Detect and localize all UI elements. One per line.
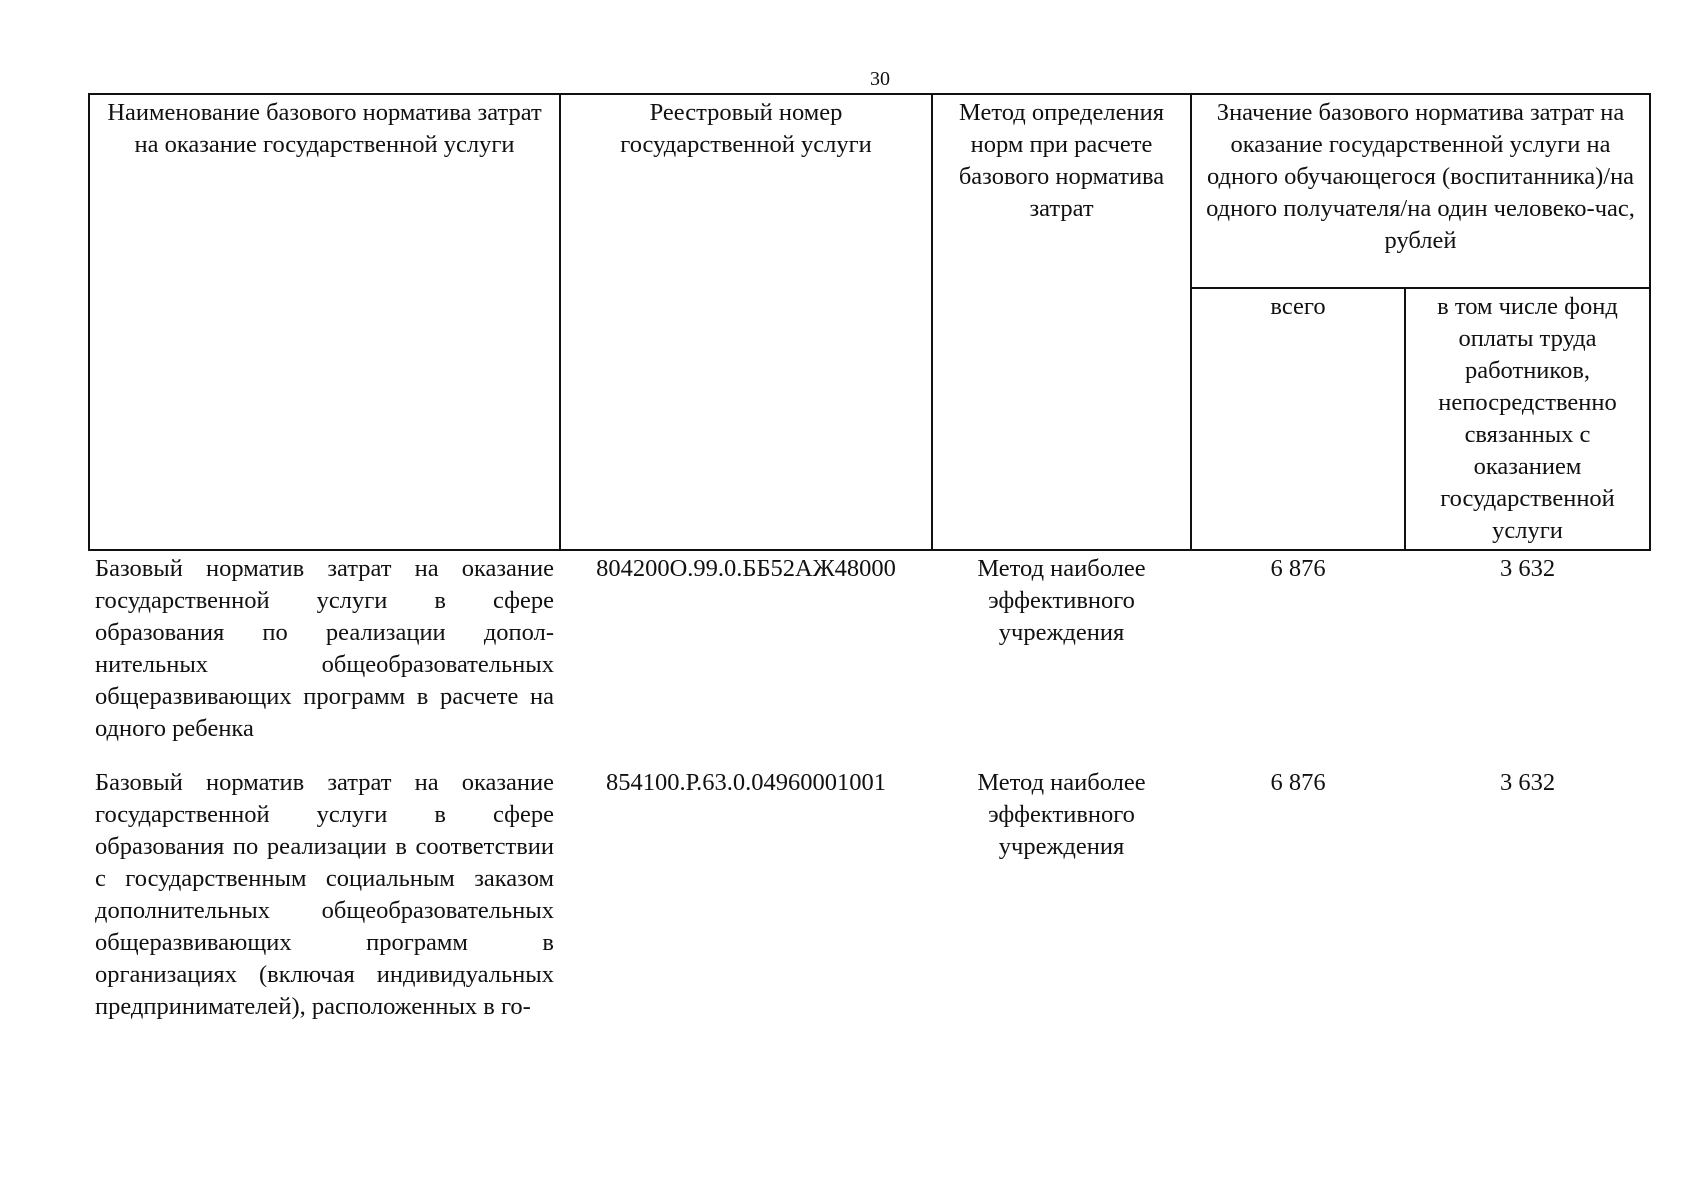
row-method-cell: Метод наиболее эффективного учреждения <box>977 769 1146 860</box>
header-wage-fund: в том числе фонд оплаты труда работников, непосредственно связанных с оказанием государственной услуги <box>1405 288 1650 550</box>
table-row <box>89 550 1650 765</box>
header-registry-number: Реестровый номер государственной услуги <box>560 94 932 550</box>
row-total-cell: 6 876 <box>1270 555 1326 582</box>
row-method-cell: Метод наиболее эффективного учреждения <box>977 555 1146 646</box>
header-name: Наименование базового норматива затрат на оказание государственной услуги <box>89 94 560 550</box>
page-number: 30 <box>870 68 890 90</box>
row-name-cell: Базовый норматив затрат на оказание государственной услуги в сфере образования по реализации в соответствии с государственным социальным заказом дополнительных общеобразовательных общеразвивающих программ в организациях (включая индивидуальных предпринимателей), расположенных в го- <box>95 769 554 1020</box>
row-registry-number-cell: 804200О.99.0.ББ52АЖ48000 <box>596 555 896 582</box>
row-wage-fund-cell: 3 632 <box>1499 555 1556 582</box>
row-wage-fund-cell: 3 632 <box>1499 769 1556 796</box>
row-total-cell: 6 876 <box>1270 769 1326 796</box>
norms-table <box>88 93 1651 1057</box>
header-value: Значение базового норматива затрат на оказание государственной услуги на одного обучающегося (воспитанника)/на одного получателя/на один человеко-час, рублей <box>1191 94 1650 288</box>
header-method: Метод определения норм при расчете базового норматива затрат <box>932 94 1191 550</box>
row-registry-number-cell: 854100.Р.63.0.04960001001 <box>605 769 887 796</box>
header-row-top <box>89 94 1650 288</box>
header-total: всего <box>1191 288 1405 550</box>
table-row <box>89 765 1650 1057</box>
row-name-cell: Базовый норматив затрат на оказание государственной услуги в сфере образования по реализации дополнительных общеобразовательных общеразвивающих программ в расчете на одного ребенка <box>95 555 554 742</box>
